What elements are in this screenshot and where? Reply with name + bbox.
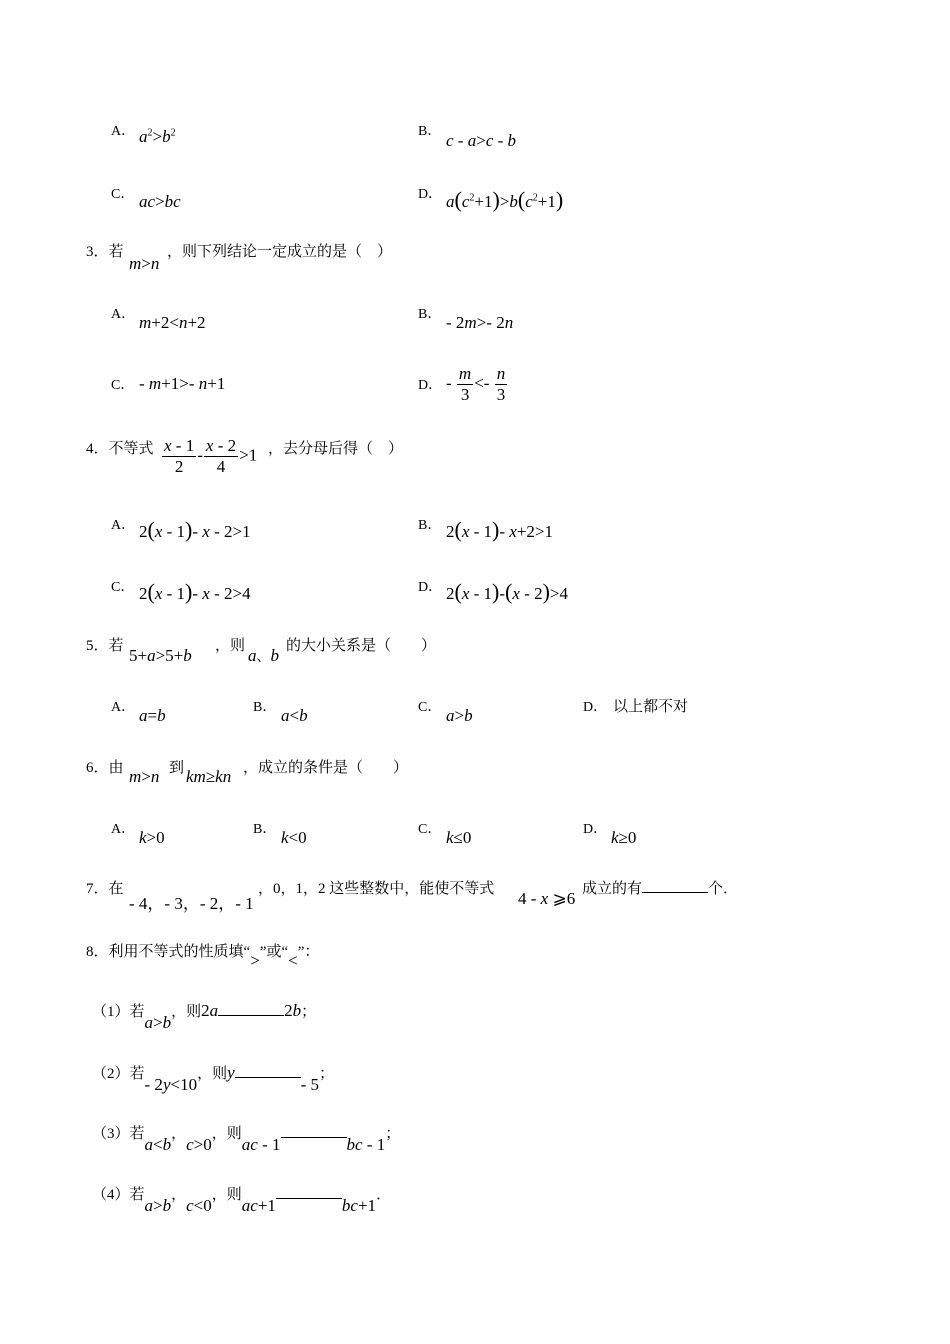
q7-stem: 7．在 bbox=[86, 881, 124, 897]
q8-4-blank[interactable] bbox=[276, 1198, 342, 1199]
q7-stem-mid: ，0，1，2 这些整数中，能使不等式 bbox=[258, 881, 495, 897]
q4-option-a-expr: 2(x - 1)- x - 2>1 bbox=[139, 517, 251, 542]
q8-stem: 8．利用不等式的性质填“>”或“<”： bbox=[86, 944, 320, 970]
q6-option-d-expr: k≥0 bbox=[611, 828, 637, 847]
q3-option-c-expr: - m+1>- n+1 bbox=[139, 374, 226, 393]
q5-stem-mid: ，则 bbox=[215, 638, 246, 654]
q5-stem: 5．若 bbox=[86, 638, 124, 654]
q6-option-a-label: A． bbox=[111, 822, 136, 837]
q4-option-d-label: D． bbox=[418, 580, 443, 595]
q4-stem: 4．不等式 bbox=[86, 441, 154, 457]
q5-option-d-label: D． bbox=[583, 700, 608, 715]
q4-option-c-expr: 2(x - 1)- x - 2>4 bbox=[139, 579, 251, 604]
q3-stem-post: ，则下列结论一定成立的是（ ） bbox=[167, 244, 393, 260]
q2-option-a-expr: $a^2>b^2$ bbox=[139, 127, 176, 146]
q4-option-c-label: C． bbox=[111, 580, 135, 595]
q8-1-blank[interactable] bbox=[218, 1015, 284, 1016]
q5-option-a-expr: a=b bbox=[139, 706, 166, 725]
q6-stem-post: ，成立的条件是（ ） bbox=[243, 760, 409, 776]
q2-option-b-label: B． bbox=[418, 124, 442, 139]
q3-option-b-label: B． bbox=[418, 307, 442, 322]
q3-option-a-expr: m+2<n+2 bbox=[139, 313, 206, 332]
q8-sub-3: （3）若a<b，c>0，则ac - 1 bc - 1； bbox=[92, 1126, 401, 1154]
q6-option-c-expr: k≤0 bbox=[446, 828, 472, 847]
q7-stem-post: 成立的有 个． bbox=[582, 881, 739, 897]
q3-option-d-expr: - $\frac{m}{3}$ <- $\frac{n}{3}$ bbox=[446, 364, 506, 404]
q3-option-a-label: A． bbox=[111, 307, 136, 322]
q2-option-d-expr: $a(c^2+1)>b(c^2+1)$ bbox=[446, 187, 564, 212]
q5-condition: 5+a>5+b bbox=[129, 646, 192, 665]
q7-inequality: 4 - x ⩾6 bbox=[518, 889, 576, 908]
q2-option-c-label: C． bbox=[111, 187, 135, 202]
q5-vars: a、b bbox=[248, 646, 279, 665]
q4-expression: $\frac{x - 1}{2}$ - $\frac{x - 2}{4}$ >1 bbox=[164, 436, 258, 476]
q4-stem-post: ，去分母后得（ ） bbox=[268, 441, 404, 457]
q5-option-a-label: A． bbox=[111, 700, 136, 715]
q8-3-blank[interactable] bbox=[281, 1137, 347, 1138]
q6-stem: 6．由 bbox=[86, 760, 124, 776]
q6-option-d-label: D． bbox=[583, 822, 608, 837]
q5-option-b-expr: a<b bbox=[281, 706, 308, 725]
q2-option-c-expr: ac>bc bbox=[139, 192, 181, 211]
q5-option-c-expr: a>b bbox=[446, 706, 473, 725]
q5-option-c-label: C． bbox=[418, 700, 442, 715]
q6-option-b-label: B． bbox=[253, 822, 277, 837]
q2-option-d-label: D． bbox=[418, 187, 443, 202]
q6-condition-1: m>n bbox=[129, 767, 160, 786]
q4-option-d-expr: 2(x - 1)-(x - 2)>4 bbox=[446, 579, 569, 604]
q5-stem-post: 的大小关系是（ ） bbox=[286, 638, 437, 654]
q3-option-c-label: C． bbox=[111, 378, 135, 393]
q6-option-a-expr: k>0 bbox=[139, 828, 165, 847]
q8-sub-2: （2）若- 2y<10，则y- 5； bbox=[92, 1063, 335, 1094]
q7-numbers: - 4，- 3，- 2，- 1 bbox=[129, 894, 254, 913]
q8-2-blank[interactable] bbox=[235, 1077, 301, 1078]
q2-option-b-expr: c - a>c - b bbox=[446, 131, 517, 150]
q3-stem: 3．若 bbox=[86, 244, 124, 260]
q5-option-b-label: B． bbox=[253, 700, 277, 715]
q6-option-c-label: C． bbox=[418, 822, 442, 837]
q2-option-a-label: A． bbox=[111, 124, 136, 139]
q8-sub-1: （1）若a>b，则2a 2b； bbox=[92, 1001, 317, 1032]
q8-sub-4: （4）若a>b，c<0，则ac+1 bc+1． bbox=[92, 1187, 392, 1215]
q4-option-b-expr: 2(x - 1)- x+2>1 bbox=[446, 517, 554, 542]
q5-option-d-text: 以上都不对 bbox=[613, 699, 689, 715]
q4-option-a-label: A． bbox=[111, 518, 136, 533]
q3-option-d-label: D． bbox=[418, 378, 443, 393]
q3-condition: m>n bbox=[129, 254, 160, 273]
q4-option-b-label: B． bbox=[418, 518, 442, 533]
q6-stem-mid: 到 bbox=[169, 760, 185, 776]
q7-answer-blank[interactable] bbox=[642, 892, 708, 893]
q6-option-b-expr: k<0 bbox=[281, 828, 307, 847]
q6-condition-2: km≥kn bbox=[186, 767, 232, 786]
q3-option-b-expr: - 2m>- 2n bbox=[446, 313, 514, 332]
